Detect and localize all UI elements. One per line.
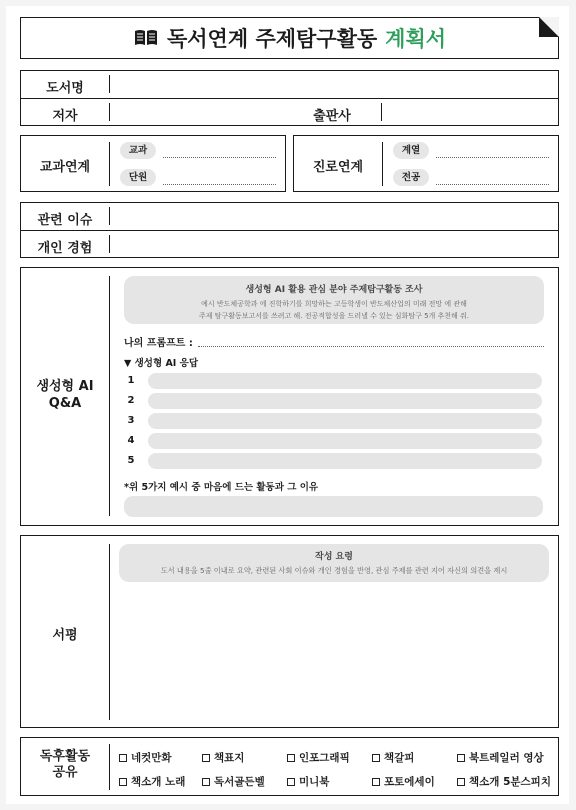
- field-tag: 계열: [393, 142, 429, 159]
- publisher-field[interactable]: [385, 101, 555, 124]
- subject-linkage-box: [20, 135, 286, 192]
- folded-corner: [539, 17, 559, 37]
- response-field-3[interactable]: [148, 413, 542, 429]
- unit-field[interactable]: [163, 184, 276, 185]
- review-field[interactable]: [119, 588, 549, 718]
- title-box: [20, 17, 559, 59]
- response-number-5: 5: [127, 455, 135, 466]
- subject-linkage-label: 교과연계: [39, 160, 91, 175]
- response-number-1: 1: [127, 375, 135, 386]
- career-linkage-label: 진로연계: [312, 160, 364, 175]
- title-row: [21, 18, 558, 58]
- response-number-4: 4: [127, 435, 135, 446]
- option-golden-bell[interactable]: 독서골든벨: [202, 774, 265, 789]
- field-input[interactable]: [436, 157, 549, 158]
- option-mini-book[interactable]: 미니북: [287, 774, 329, 789]
- ai-qa-box: [20, 267, 559, 526]
- response-field-5[interactable]: [148, 453, 542, 469]
- open-book-icon: [133, 28, 159, 48]
- response-number-2: 2: [127, 395, 135, 406]
- checkbox-icon: [372, 754, 380, 762]
- subject-field[interactable]: [163, 157, 276, 158]
- worksheet-page: [6, 6, 569, 804]
- prompt-field[interactable]: [198, 346, 544, 347]
- review-label: 서평: [52, 628, 78, 643]
- ai-banner-line1: 예시 반도체공학과 에 진학하기를 희망하는 고등학생이 반도체산업의 미래 전망 에 관해: [201, 300, 467, 308]
- response-number-3: 3: [127, 415, 135, 426]
- share-label: 독후활동 공유: [39, 749, 91, 780]
- book-title-field[interactable]: [113, 73, 553, 96]
- option-infographic[interactable]: 인포그래픽: [287, 750, 350, 765]
- career-linkage-box: [293, 135, 559, 192]
- checkbox-icon: [372, 778, 380, 786]
- option-photo-essay[interactable]: 포토에세이: [372, 774, 435, 789]
- major-tag: 전공: [393, 169, 429, 186]
- checkbox-icon: [119, 754, 127, 762]
- choice-label: *위 5가지 예시 중 마음에 드는 활동과 그 이유: [124, 482, 319, 493]
- checkbox-icon: [287, 778, 295, 786]
- choice-field[interactable]: [124, 496, 543, 517]
- review-guide-title: 작성 요령: [315, 552, 353, 562]
- option-book-song[interactable]: 책소개 노래: [119, 774, 185, 789]
- option-five-minute-speech[interactable]: 책소개 5분스피치: [457, 774, 551, 789]
- ai-banner-title: 생성형 AI 활용 관심 분야 주제탐구활동 조사: [245, 285, 423, 295]
- option-book-cover[interactable]: 책표지: [202, 750, 244, 765]
- response-field-4[interactable]: [148, 433, 542, 449]
- related-issue-label: 관련 이슈: [37, 213, 93, 228]
- ai-qa-label: 생성형 AI Q&A: [36, 379, 94, 411]
- review-guide-text: 도서 내용을 5줄 이내로 요약, 관련된 사회 이슈와 개인 경험을 반영, 관심 주제를 관련 지어 자신의 의견을 제시: [160, 566, 508, 575]
- checkbox-icon: [119, 778, 127, 786]
- personal-experience-label: 개인 경험: [37, 241, 93, 256]
- prompt-label: 나의 프롬프트 :: [124, 338, 193, 349]
- ai-banner: [124, 276, 544, 324]
- author-label: 저자: [52, 109, 78, 124]
- checkbox-icon: [202, 754, 210, 762]
- checkbox-icon: [457, 754, 465, 762]
- page-title-accent: 계획서: [385, 27, 447, 51]
- publisher-label: 출판사: [313, 109, 351, 124]
- review-guide: [119, 544, 549, 582]
- share-box: [20, 737, 559, 796]
- option-four-cut-comic[interactable]: 네컷만화: [119, 750, 172, 765]
- subject-tag: 교과: [120, 142, 156, 159]
- book-info-box: [20, 70, 559, 126]
- ai-response-label: ▼ 생성형 AI 응답: [124, 358, 199, 369]
- unit-tag: 단원: [120, 169, 156, 186]
- response-field-1[interactable]: [148, 373, 542, 389]
- checkbox-icon: [287, 754, 295, 762]
- response-field-2[interactable]: [148, 393, 542, 409]
- page-title: 독서연계 주제탐구활동: [166, 27, 378, 51]
- ai-banner-line2: 주제 탐구활동보고서를 쓰려고 해. 전공적합성을 드러낼 수 있는 심화탐구 5개 추천해 줘.: [198, 312, 470, 320]
- personal-experience-field[interactable]: [113, 233, 553, 256]
- review-box: [20, 535, 559, 728]
- book-title-label: 도서명: [46, 81, 84, 96]
- checkbox-icon: [202, 778, 210, 786]
- checkbox-icon: [457, 778, 465, 786]
- major-input[interactable]: [436, 184, 549, 185]
- option-bookmark[interactable]: 책갈피: [372, 750, 414, 765]
- issue-experience-box: [20, 202, 559, 258]
- related-issue-field[interactable]: [113, 205, 553, 228]
- author-field[interactable]: [113, 101, 283, 124]
- option-book-trailer[interactable]: 북트레일러 영상: [457, 750, 544, 765]
